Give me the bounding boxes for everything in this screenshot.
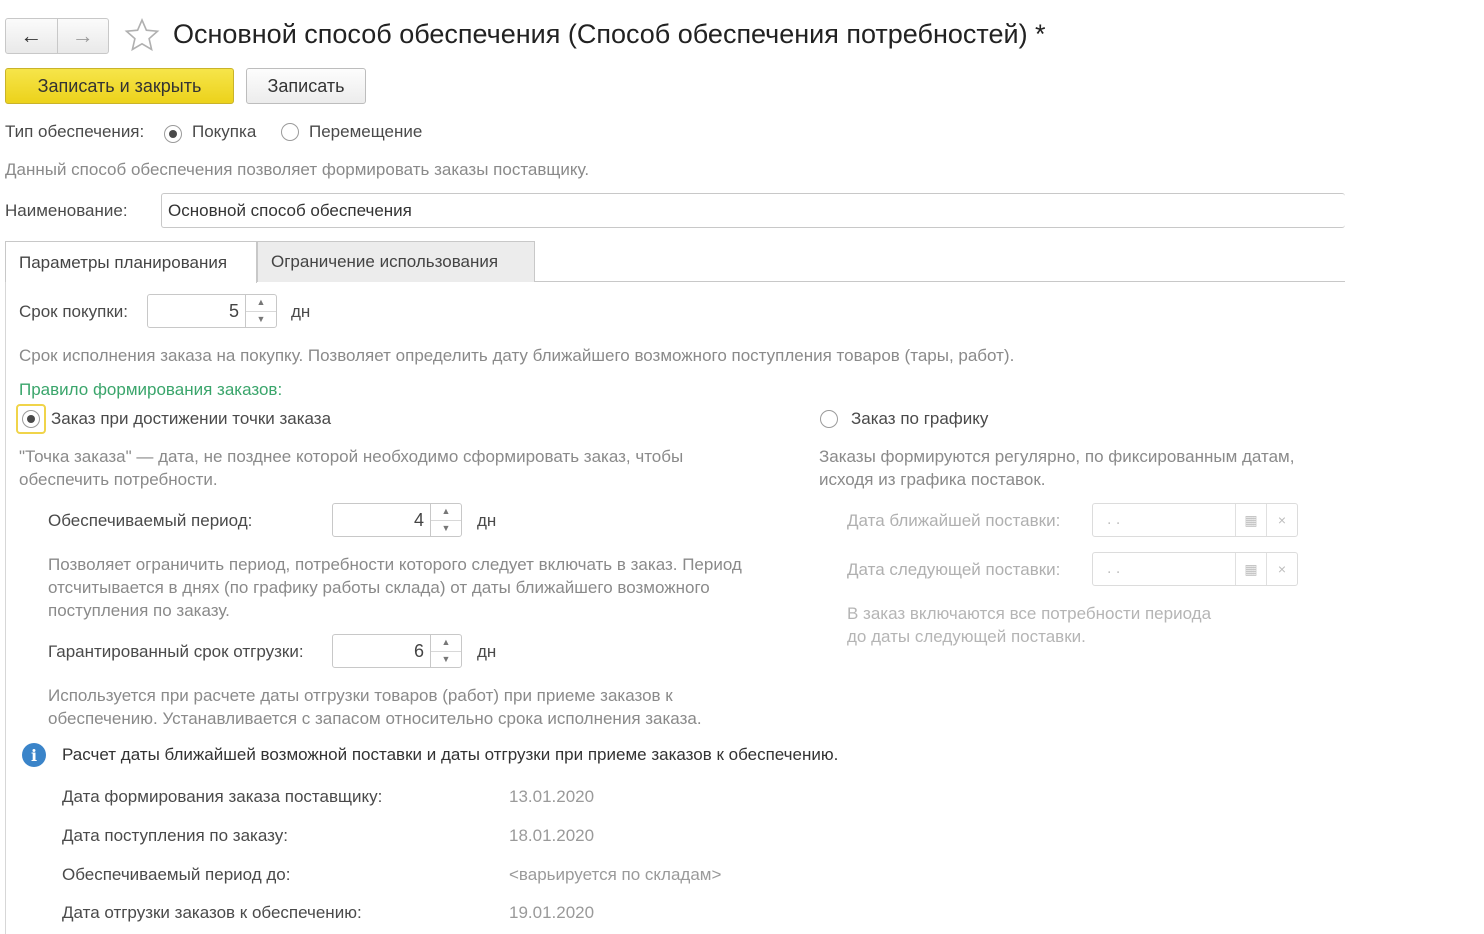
provided-period-input[interactable] [332,503,462,537]
navigation-buttons [5,18,109,54]
guaranteed-shipment-hint-line2: обеспечению. Устанавливается с запасом относительно срока исполнения заказа. [48,709,702,728]
guaranteed-shipment-unit: дн [477,642,497,661]
calc-row-value: 13.01.2020 [509,787,595,806]
radio-transfer-label[interactable]: Перемещение [309,122,423,141]
guaranteed-shipment-value: 6 [413,640,424,661]
nearest-delivery-label: Дата ближайшей поставки: [847,511,1061,530]
radio-purchase-label[interactable]: Покупка [192,122,257,141]
schedule-dates-hint-line1: В заказ включаются все потребности периода [847,604,1212,623]
calendar-icon: ▦ [1235,553,1266,585]
calc-row-label: Дата отгрузки заказов к обеспечению: [62,903,362,922]
order-point-hint [19,445,683,491]
stepper-up-icon[interactable]: ▲ [431,504,461,521]
order-point-hint-line2: обеспечить потребности. [19,470,218,489]
purchase-term-input[interactable] [147,294,277,328]
radio-order-schedule-indicator[interactable] [820,410,838,428]
radio-order-point-indicator[interactable] [22,410,40,428]
forward-arrow-icon[interactable]: → [71,23,94,48]
favorite-star-icon[interactable] [124,17,160,53]
radio-order-point-label[interactable]: Заказ при достижении точки заказа [51,409,332,428]
save-button[interactable]: Записать [246,68,366,104]
name-input[interactable] [161,193,1345,228]
calc-row-label: Обеспечиваемый период до: [62,865,291,884]
tab-usage-restriction[interactable]: Ограничение использования [257,241,535,282]
nearest-delivery-value: . . [1107,511,1121,528]
calc-row-value: 18.01.2020 [509,826,595,845]
tab-content-border [5,282,6,934]
stepper-down-icon[interactable]: ▼ [441,522,451,533]
tab-planning-parameters[interactable]: Параметры планирования [5,241,257,283]
calc-row-label: Дата формирования заказа поставщику: [62,787,383,806]
stepper-up-icon[interactable]: ▲ [431,635,461,652]
calc-row-label: Дата поступления по заказу: [62,826,288,845]
info-icon: i [22,743,46,767]
provided-period-hint-line2: отсчитывается в днях (по графику работы склада) от даты ближайшего возможного [48,578,710,597]
radio-purchase[interactable] [164,123,182,143]
order-schedule-hint-line2: исходя из графика поставок. [819,470,1046,489]
schedule-dates-hint-line2: до даты следующей поставки. [847,627,1086,646]
page-title: Основной способ обеспечения (Способ обеспечения потребностей) * [173,19,1046,49]
radio-transfer-indicator[interactable] [281,123,299,141]
stepper-down-icon[interactable]: ▼ [441,653,451,664]
back-arrow-icon[interactable]: ← [6,19,58,53]
calc-row-value: <варьируется по складам> [509,865,722,884]
name-label: Наименование: [5,201,128,220]
schedule-dates-hint [847,602,1211,648]
purchase-term-hint: Срок исполнения заказа на покупку. Позволяет определить дату ближайшего возможного поступления товаров (тары, работ). [19,346,1015,365]
next-delivery-input [1092,552,1298,586]
calc-row-value: 19.01.2020 [509,903,595,922]
guaranteed-shipment-stepper[interactable] [430,635,461,667]
stepper-down-icon[interactable]: ▼ [256,313,266,324]
order-schedule-hint [819,445,1294,491]
radio-order-schedule-label[interactable]: Заказ по графику [851,409,989,428]
next-delivery-label: Дата следующей поставки: [847,560,1061,579]
guaranteed-shipment-hint-line1: Используется при расчете даты отгрузки товаров (работ) при приеме заказов к [48,686,673,705]
calculation-title: Расчет даты ближайшей возможной поставки и даты отгрузки при приеме заказов к обеспечению. [62,745,839,764]
clear-icon: × [1266,553,1297,585]
radio-order-point-focus[interactable] [16,404,46,434]
next-delivery-value: . . [1107,560,1121,577]
provided-period-hint-line3: поступления по заказу. [48,601,230,620]
guaranteed-shipment-label: Гарантированный срок отгрузки: [48,642,304,661]
order-point-hint-line1: "Точка заказа" — дата, не позднее которой необходимо сформировать заказ, чтобы [19,447,684,466]
purchase-term-label: Срок покупки: [19,302,128,321]
purchase-term-unit: дн [291,302,311,321]
name-input-value: Основной способ обеспечения [168,200,412,220]
radio-purchase-indicator[interactable] [164,125,182,143]
guaranteed-shipment-hint [48,684,702,730]
provided-period-unit: дн [477,511,497,530]
order-schedule-hint-line1: Заказы формируются регулярно, по фиксированным датам, [819,447,1295,466]
provided-period-value: 4 [413,509,424,530]
save-and-close-button[interactable]: Записать и закрыть [5,68,234,104]
provided-period-label: Обеспечиваемый период: [48,511,253,530]
stepper-up-icon[interactable]: ▲ [246,295,276,312]
provided-period-stepper[interactable] [430,504,461,536]
purchase-term-value: 5 [228,300,239,321]
guaranteed-shipment-input[interactable] [332,634,462,668]
radio-order-schedule[interactable] [820,410,838,433]
supply-type-label: Тип обеспечения: [5,122,145,141]
provided-period-hint [48,553,742,622]
purchase-term-stepper[interactable] [245,295,276,327]
provided-period-hint-line1: Позволяет ограничить период, потребности которого следует включать в заказ. Период [48,555,742,574]
supply-type-hint: Данный способ обеспечения позволяет формировать заказы поставщику. [5,160,590,179]
calendar-icon: ▦ [1235,504,1266,536]
clear-icon: × [1266,504,1297,536]
radio-transfer[interactable] [281,123,299,146]
nearest-delivery-input [1092,503,1298,537]
order-rule-label: Правило формирования заказов: [19,380,283,399]
